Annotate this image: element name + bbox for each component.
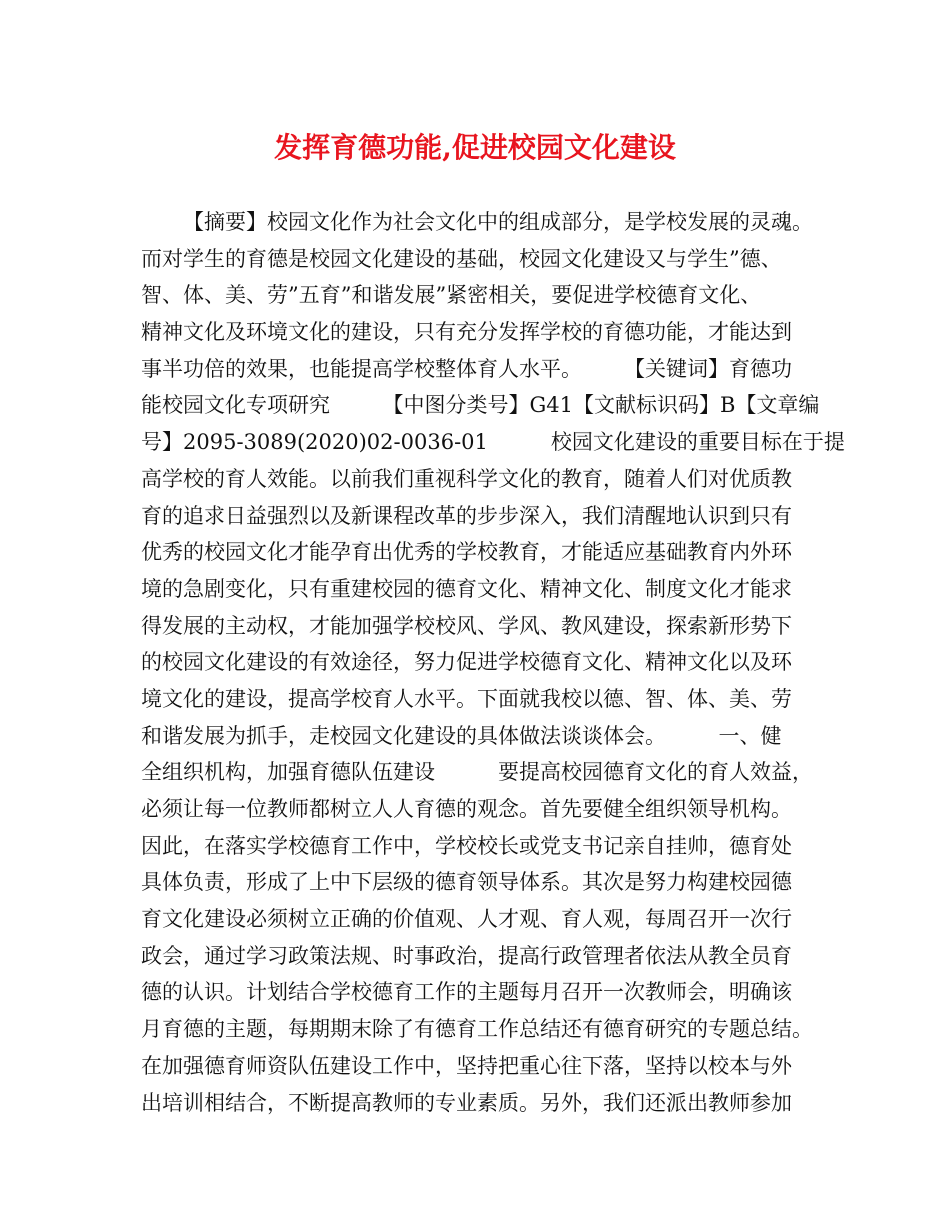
body-line: 智、体、美、劳”五育”和谐发展”紧密相关，要促进学校德育文化、 (141, 283, 762, 308)
body-line: 事半功倍的效果，也能提高学校整体育人水平。 【关键词】育德功 (141, 356, 792, 381)
body-line: 必须让每一位教师都树立人人育德的观念。首先要健全组织领导机构。 (141, 797, 792, 821)
body-line: 【摘要】校园文化作为社会文化中的组成部分，是学校发展的灵魂。 (183, 210, 813, 234)
body-line: 德的认识。计划结合学校德育工作的主题每月召开一次教师会，明确该 (141, 980, 792, 1005)
body-line: 具体负责，形成了上中下层级的德育领导体系。其次是努力构建校园德 (141, 870, 792, 895)
body-line: 的校园文化建设的有效途径，努力促进学校德育文化、精神文化以及环 (141, 650, 792, 675)
body-line: 得发展的主动权，才能加强学校校风、学风、教风建设，探索新形势下 (141, 613, 792, 638)
body-line: 出培训相结合，不断提高教师的专业素质。另外，我们还派出教师参加 (141, 1090, 792, 1115)
body-line: 精神文化及环境文化的建设，只有充分发挥学校的育德功能，才能达到 (141, 320, 792, 345)
body-line: 政会，通过学习政策法规、时事政治，提高行政管理者依法从教全员育 (141, 943, 792, 968)
body-line: 在加强德育师资队伍建设工作中，坚持把重心往下落，坚持以校本与外 (141, 1053, 792, 1078)
body-line: 和谐发展为抓手，走校园文化建设的具体做法谈谈体会。 一、健 (141, 723, 782, 748)
body-line: 全组织机构，加强育德队伍建设 要提高校园德育文化的育人效益， (141, 760, 813, 785)
document-body (141, 204, 845, 1121)
body-line: 因此，在落实学校德育工作中，学校校长或党支书记亲自挂帅，德育处 (141, 833, 792, 858)
body-line: 号】2095-3089(2020)02-0036-01 校园文化建设的重要目标在于提 (141, 430, 845, 455)
body-line: 境文化的建设，提高学校育人水平。下面就我校以德、智、体、美、劳 (141, 686, 792, 711)
body-line: 能校园文化专项研究 【中图分类号】G41【文献标识码】B【文章编 (141, 393, 820, 418)
body-line: 优秀的校园文化才能孕育出优秀的学校教育，才能适应基础教育内外环 (141, 540, 792, 565)
body-line: 月育德的主题，每期期末除了有德育工作总结还有德育研究的专题总结。 (141, 1017, 813, 1042)
document-title: 发挥育德功能,促进校园文化建设 (274, 131, 676, 164)
body-line: 高学校的育人效能。以前我们重视科学文化的教育，随着人们对优质教 (141, 466, 792, 491)
body-line: 育的追求日益强烈以及新课程改革的步步深入，我们清醒地认识到只有 (141, 503, 792, 528)
body-line: 境的急剧变化，只有重建校园的德育文化、精神文化、制度文化才能求 (141, 576, 792, 601)
body-line: 而对学生的育德是校园文化建设的基础，校园文化建设又与学生”德、 (141, 246, 782, 271)
body-line: 育文化建设必须树立正确的价值观、人才观、育人观，每周召开一次行 (141, 907, 792, 932)
